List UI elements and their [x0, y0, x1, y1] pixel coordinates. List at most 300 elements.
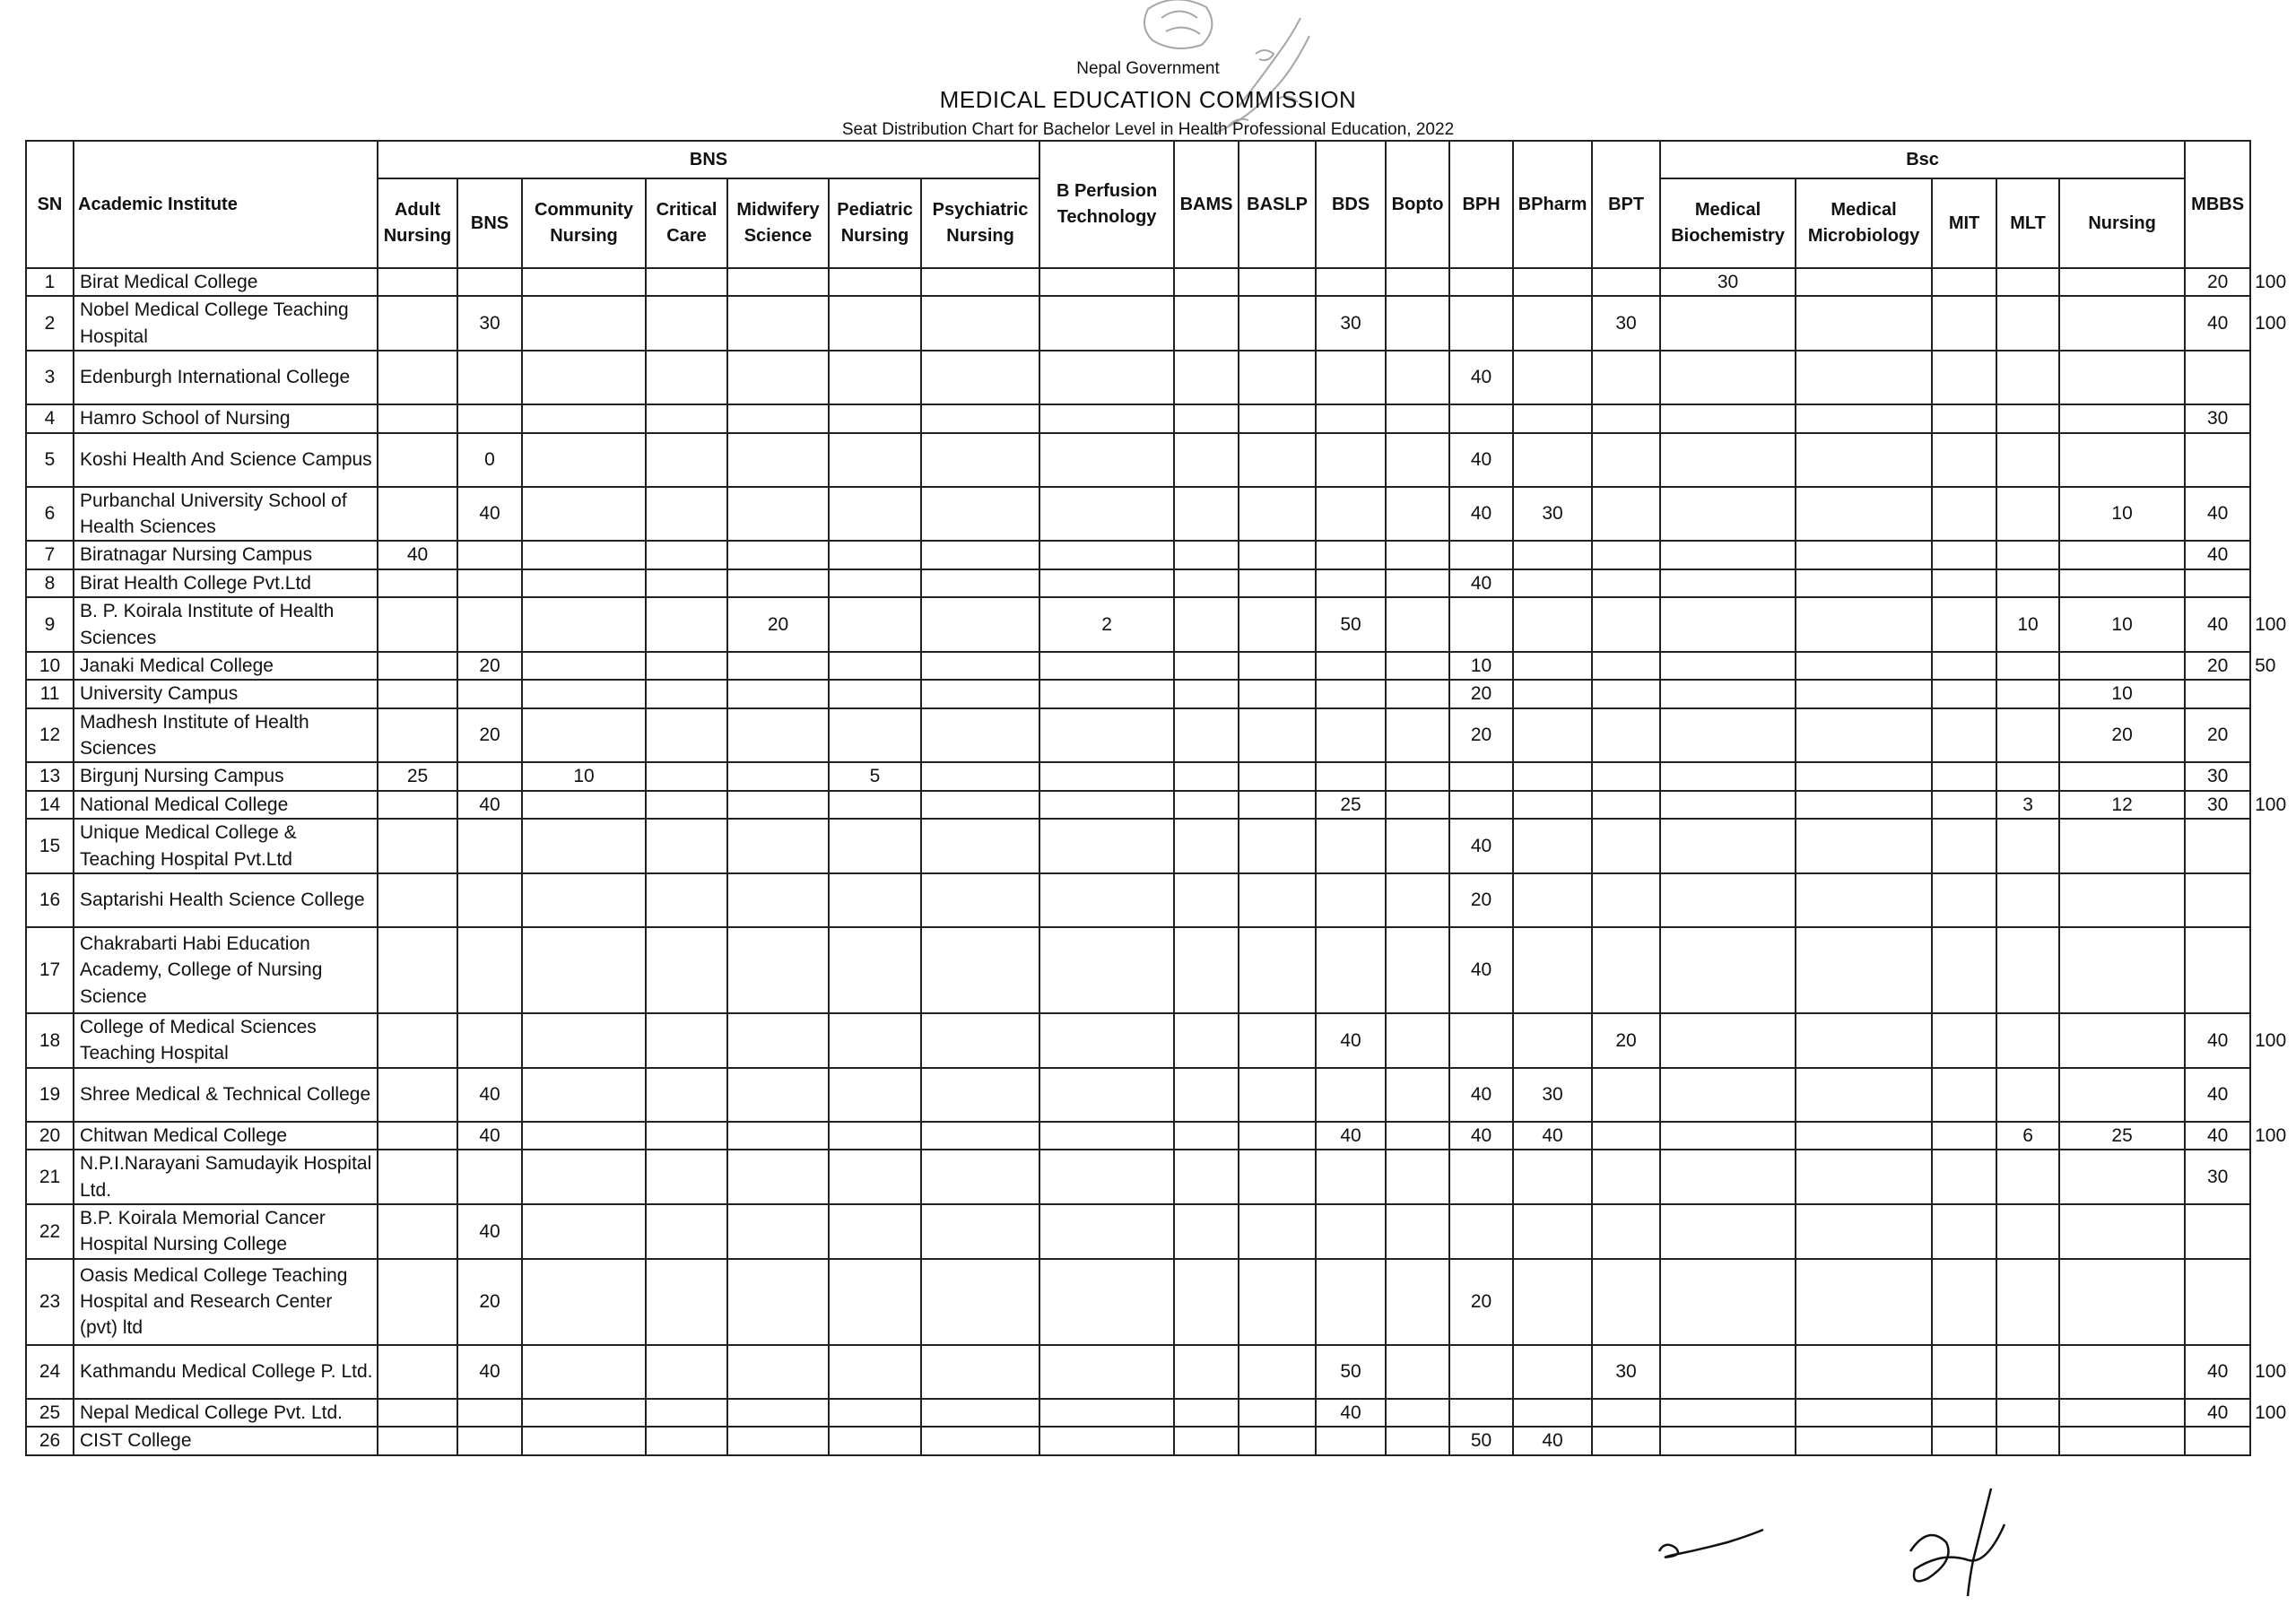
row-sn: 19	[26, 1068, 74, 1122]
seat-cell	[2059, 1259, 2185, 1345]
seat-cell	[1239, 1427, 1316, 1454]
seat-cell	[1996, 404, 2059, 432]
seat-cell: 40	[2185, 1068, 2250, 1122]
seat-cell	[1174, 873, 1239, 927]
seat-cell	[1592, 1399, 1660, 1427]
seat-cell: 20	[2185, 708, 2250, 763]
seat-cell	[1386, 268, 1449, 296]
table-row: 25 Nepal Medical College Pvt. Ltd. 40 40 100	[26, 1399, 2250, 1427]
seat-cell: 30	[1660, 268, 1796, 296]
seat-cell	[727, 351, 829, 404]
col-header: Medical Biochemistry	[1660, 178, 1796, 268]
seat-cell	[1996, 927, 2059, 1013]
seat-cell	[1039, 404, 1174, 432]
seat-cell	[1316, 680, 1386, 707]
seat-cell	[1660, 1013, 1796, 1068]
table-row	[26, 1259, 2250, 1345]
row-institute: Nepal Medical College Pvt. Ltd.	[74, 1399, 378, 1427]
seat-cell	[1316, 1427, 1386, 1454]
table-row	[26, 351, 2250, 404]
seat-cell	[1316, 1150, 1386, 1204]
seat-cell: 20	[2185, 652, 2250, 680]
seat-cell	[522, 351, 646, 404]
row-institute: University Campus	[74, 680, 378, 707]
seat-cell	[1660, 680, 1796, 707]
seat-cell	[1239, 708, 1316, 763]
row-institute: Chitwan Medical College	[74, 1122, 378, 1150]
seat-cell	[2059, 1013, 2185, 1068]
seat-cell	[921, 873, 1039, 927]
seat-cell	[2059, 296, 2185, 351]
seat-cell	[1513, 268, 1592, 296]
seat-cell	[1932, 433, 1996, 487]
seat-cell	[1386, 1068, 1449, 1122]
seat-cell	[1660, 351, 1796, 404]
seat-cell	[921, 652, 1039, 680]
row-sn: 14	[26, 791, 74, 819]
seat-cell	[829, 927, 921, 1013]
seat-cell: 40	[2185, 597, 2250, 652]
seat-cell: 30	[1592, 296, 1660, 351]
seat-cell	[921, 1259, 1039, 1345]
seat-cell	[2059, 652, 2185, 680]
seat-cell	[1386, 597, 1449, 652]
seat-cell	[1592, 1427, 1660, 1454]
seat-cell	[1592, 652, 1660, 680]
seat-cell	[1996, 351, 2059, 404]
seat-cell	[1996, 1013, 2059, 1068]
col-header: BNS	[457, 178, 522, 268]
seat-cell	[1796, 1259, 1932, 1345]
row-institute: Shree Medical & Technical College	[74, 1068, 378, 1122]
seat-cell	[1932, 1427, 1996, 1454]
seat-cell	[1660, 652, 1796, 680]
seat-cell	[1386, 708, 1449, 763]
seat-cell	[457, 541, 522, 568]
seat-cell	[1316, 708, 1386, 763]
row-sn: 23	[26, 1259, 74, 1345]
seat-cell	[1039, 791, 1174, 819]
seat-cell	[378, 680, 457, 707]
seat-cell	[1592, 791, 1660, 819]
seat-cell	[1174, 1013, 1239, 1068]
seat-cell	[1239, 433, 1316, 487]
seat-cell	[1796, 1345, 1932, 1399]
seat-cell	[1449, 268, 1513, 296]
seat-cell: 40	[1316, 1122, 1386, 1150]
seat-cell	[1039, 1150, 1174, 1204]
seat-cell	[829, 680, 921, 707]
seat-cell	[378, 819, 457, 873]
seat-cell	[1239, 1399, 1316, 1427]
seat-cell	[1796, 351, 1932, 404]
seat-cell	[1932, 927, 1996, 1013]
seat-cell	[1932, 819, 1996, 873]
table-row	[26, 873, 2250, 927]
seat-cell	[2185, 680, 2250, 707]
seat-cell	[378, 1399, 457, 1427]
seat-cell	[727, 927, 829, 1013]
seat-cell	[1592, 1122, 1660, 1150]
seat-cell	[1660, 1204, 1796, 1259]
table-row	[26, 708, 2250, 763]
seat-cell	[1796, 268, 1932, 296]
seat-cell	[1796, 873, 1932, 927]
table-row: 24 Kathmandu Medical College P. Ltd. 40 50 30 40 100	[26, 1345, 2250, 1399]
seat-cell	[1174, 351, 1239, 404]
seat-cell: 20	[1449, 708, 1513, 763]
seat-cell	[378, 1345, 457, 1399]
seat-cell	[1316, 433, 1386, 487]
seat-cell	[522, 791, 646, 819]
seat-cell	[1386, 1204, 1449, 1259]
seat-cell	[378, 1122, 457, 1150]
seat-cell	[1386, 1427, 1449, 1454]
row-institute: Madhesh Institute of Health Sciences	[74, 708, 378, 763]
seat-cell	[1239, 597, 1316, 652]
seat-cell	[378, 433, 457, 487]
seat-cell	[1386, 680, 1449, 707]
seat-cell	[921, 791, 1039, 819]
seat-cell	[378, 1259, 457, 1345]
seat-cell	[1660, 1122, 1796, 1150]
seat-cell	[457, 1427, 522, 1454]
seat-cell	[1239, 1259, 1316, 1345]
seat-cell	[1996, 708, 2059, 763]
bsc-group-header: Bsc	[1660, 141, 2185, 178]
row-sn: 3	[26, 351, 74, 404]
seat-cell	[1386, 433, 1449, 487]
seat-cell	[1796, 296, 1932, 351]
seat-cell	[921, 404, 1039, 432]
seat-cell	[1660, 873, 1796, 927]
seat-cell	[1660, 927, 1796, 1013]
seat-cell	[1386, 404, 1449, 432]
table-row	[26, 819, 2250, 873]
seat-cell	[646, 1259, 727, 1345]
seat-cell	[1174, 541, 1239, 568]
seat-cell	[2059, 404, 2185, 432]
seat-cell	[1174, 1068, 1239, 1122]
seat-cell	[1932, 1204, 1996, 1259]
seat-cell	[727, 1013, 829, 1068]
seat-cell	[921, 680, 1039, 707]
seat-cell	[1449, 1204, 1513, 1259]
seat-cell	[727, 296, 829, 351]
seat-cell	[457, 762, 522, 790]
seat-cell	[1316, 487, 1386, 542]
seat-cell	[1449, 1013, 1513, 1068]
seat-cell	[829, 1345, 921, 1399]
header-row-groups	[26, 141, 2250, 178]
seat-cell	[1386, 1150, 1449, 1204]
seat-cell	[727, 433, 829, 487]
table-row: 18 College of Medical Sciences Teaching Hospital 40 20 40 100	[26, 1013, 2250, 1068]
seat-cell	[829, 1068, 921, 1122]
seat-cell	[2185, 569, 2250, 597]
seat-cell	[1592, 351, 1660, 404]
seat-cell	[727, 652, 829, 680]
seat-cell	[829, 1013, 921, 1068]
seat-cell	[457, 1399, 522, 1427]
seat-cell	[1174, 680, 1239, 707]
seat-cell	[1932, 708, 1996, 763]
row-sn: 13	[26, 762, 74, 790]
col-header: BPT	[1592, 141, 1660, 268]
seat-cell	[1513, 1150, 1592, 1204]
seat-cell	[646, 927, 727, 1013]
commission-title: MEDICAL EDUCATION COMMISSION	[939, 86, 1357, 113]
seat-cell: 10	[2059, 597, 2185, 652]
row-institute: Purbanchal University School of Health Sciences	[74, 487, 378, 542]
seat-cell	[921, 708, 1039, 763]
seat-cell	[829, 597, 921, 652]
seat-cell	[727, 268, 829, 296]
table-row	[26, 569, 2250, 597]
seat-cell	[1239, 487, 1316, 542]
row-sn: 21	[26, 1150, 74, 1204]
row-institute: Biratnagar Nursing Campus	[74, 541, 378, 568]
seat-cell	[1660, 404, 1796, 432]
seat-cell	[1174, 268, 1239, 296]
seat-cell	[1996, 1427, 2059, 1454]
seat-cell	[1239, 927, 1316, 1013]
seat-cell	[646, 1427, 727, 1454]
seat-cell	[1174, 708, 1239, 763]
seat-cell	[522, 404, 646, 432]
seat-cell	[1932, 680, 1996, 707]
seat-cell	[646, 487, 727, 542]
seat-cell	[1316, 1204, 1386, 1259]
row-institute: Koshi Health And Science Campus	[74, 433, 378, 487]
seat-cell	[1996, 1399, 2059, 1427]
seat-cell	[1932, 1068, 1996, 1122]
seat-cell	[2185, 351, 2250, 404]
seat-cell	[522, 296, 646, 351]
seat-cell	[378, 597, 457, 652]
seat-cell: 25	[1316, 791, 1386, 819]
seat-cell	[1996, 541, 2059, 568]
seat-cell	[1996, 680, 2059, 707]
col-header: Critical Care	[646, 178, 727, 268]
seat-cell	[1796, 1399, 1932, 1427]
seat-cell	[457, 1013, 522, 1068]
seat-cell	[378, 351, 457, 404]
seat-cell	[1796, 597, 1932, 652]
col-header: BASLP	[1239, 141, 1316, 268]
seat-cell	[2059, 1345, 2185, 1399]
seat-cell	[1174, 487, 1239, 542]
seat-cell: 40	[457, 1345, 522, 1399]
row-institute: Hamro School of Nursing	[74, 404, 378, 432]
table-row	[26, 680, 2250, 707]
seat-cell	[646, 819, 727, 873]
seat-cell	[378, 873, 457, 927]
seat-cell	[1449, 404, 1513, 432]
seat-cell	[921, 1427, 1039, 1454]
row-sn: 20	[26, 1122, 74, 1150]
seat-cell	[1796, 1122, 1932, 1150]
seat-cell	[1660, 1150, 1796, 1204]
seat-cell: 10	[522, 762, 646, 790]
seat-cell	[646, 569, 727, 597]
seat-cell	[1996, 1204, 2059, 1259]
seat-cell	[1796, 819, 1932, 873]
seat-cell	[921, 927, 1039, 1013]
seat-cell	[1039, 1259, 1174, 1345]
seat-cell	[1386, 873, 1449, 927]
seat-cell	[727, 708, 829, 763]
seat-cell	[378, 487, 457, 542]
seat-cell	[1660, 1427, 1796, 1454]
seat-cell	[1386, 351, 1449, 404]
seat-cell	[727, 487, 829, 542]
seat-cell	[1513, 1013, 1592, 1068]
seat-cell	[1996, 873, 2059, 927]
col-header: Nursing	[2059, 178, 2185, 268]
row-institute: Chakrabarti Habi Education Academy, College of Nursing Science	[74, 927, 378, 1013]
seat-cell	[1996, 268, 2059, 296]
seat-cell: 20	[2059, 708, 2185, 763]
seat-cell	[2185, 819, 2250, 873]
seat-cell	[1039, 652, 1174, 680]
seat-cell	[2185, 1259, 2250, 1345]
seat-cell	[1386, 819, 1449, 873]
seat-cell	[829, 569, 921, 597]
seat-cell: 20	[457, 1259, 522, 1345]
row-institute: Birgunj Nursing Campus	[74, 762, 378, 790]
seat-cell	[1239, 268, 1316, 296]
seat-cell	[1239, 819, 1316, 873]
seat-cell	[1449, 296, 1513, 351]
row-sn: 18	[26, 1013, 74, 1068]
seat-cell	[646, 296, 727, 351]
seat-cell	[378, 404, 457, 432]
seat-cell	[1386, 541, 1449, 568]
seat-cell	[1039, 680, 1174, 707]
seat-cell	[522, 708, 646, 763]
seat-cell	[921, 541, 1039, 568]
seat-cell	[1592, 1204, 1660, 1259]
seat-cell: 30	[2185, 1150, 2250, 1204]
seat-cell	[646, 708, 727, 763]
seat-cell	[727, 1427, 829, 1454]
seat-cell	[1513, 1345, 1592, 1399]
seat-cell	[1239, 680, 1316, 707]
government-name: Nepal Government	[1076, 59, 1220, 78]
seat-cell	[1592, 873, 1660, 927]
seat-cell	[1660, 708, 1796, 763]
row-institute: Unique Medical College & Teaching Hospital Pvt.Ltd	[74, 819, 378, 873]
seat-cell	[727, 404, 829, 432]
seat-cell	[1386, 1399, 1449, 1427]
seat-cell: 40	[1316, 1399, 1386, 1427]
seat-cell	[378, 708, 457, 763]
seat-cell	[646, 1204, 727, 1259]
seat-cell	[1513, 680, 1592, 707]
col-header: MLT	[1996, 178, 2059, 268]
seat-cell	[1660, 487, 1796, 542]
col-header: BPH	[1449, 141, 1513, 268]
seat-cell	[646, 791, 727, 819]
seat-cell	[2059, 1204, 2185, 1259]
seat-cell	[2059, 569, 2185, 597]
seat-cell: 40	[1449, 927, 1513, 1013]
seat-cell	[1513, 1204, 1592, 1259]
seat-cell: 3	[1996, 791, 2059, 819]
seat-cell	[727, 1399, 829, 1427]
seat-cell	[1996, 1150, 2059, 1204]
seat-cell	[522, 873, 646, 927]
table-row: 9 B. P. Koirala Institute of Health Sciences 20 2 50 10 10 40 100	[26, 597, 2250, 652]
row-sn: 4	[26, 404, 74, 432]
seat-cell	[1932, 762, 1996, 790]
seat-cell	[646, 597, 727, 652]
seat-cell: 30	[2185, 791, 2250, 819]
seat-cell	[1592, 268, 1660, 296]
seat-cell	[1796, 1427, 1932, 1454]
row-institute: Birat Health College Pvt.Ltd	[74, 569, 378, 597]
seat-cell	[1449, 1345, 1513, 1399]
seat-cell	[522, 1068, 646, 1122]
seat-cell	[522, 680, 646, 707]
seat-cell	[921, 351, 1039, 404]
seat-cell	[646, 873, 727, 927]
seat-cell	[2185, 1204, 2250, 1259]
seat-cell	[1039, 1068, 1174, 1122]
seat-cell	[646, 351, 727, 404]
seat-cell	[1996, 1345, 2059, 1399]
seat-cell: 40	[1449, 433, 1513, 487]
col-header: Community Nursing	[522, 178, 646, 268]
row-sn: 22	[26, 1204, 74, 1259]
seat-cell	[921, 433, 1039, 487]
seat-cell: 40	[457, 1204, 522, 1259]
seat-cell: 0	[457, 433, 522, 487]
seat-cell	[1996, 433, 2059, 487]
seat-cell	[2185, 873, 2250, 927]
seat-cell	[1513, 927, 1592, 1013]
seat-cell	[921, 762, 1039, 790]
seat-cell: 40	[1449, 819, 1513, 873]
seat-cell	[829, 791, 921, 819]
seat-cell	[1796, 1013, 1932, 1068]
seat-cell: 40	[1449, 487, 1513, 542]
seat-cell: 12	[2059, 791, 2185, 819]
seat-cell	[1796, 1204, 1932, 1259]
seat-cell	[1174, 762, 1239, 790]
seat-cell: 40	[457, 487, 522, 542]
seat-cell	[378, 569, 457, 597]
bns-group-header: BNS	[378, 141, 1039, 178]
seat-cell	[1174, 1150, 1239, 1204]
seat-cell	[457, 351, 522, 404]
seat-cell	[1513, 433, 1592, 487]
seat-cell	[1174, 791, 1239, 819]
seat-cell	[829, 1204, 921, 1259]
seat-cell	[1386, 791, 1449, 819]
seat-cell	[646, 652, 727, 680]
seat-cell	[1592, 1259, 1660, 1345]
seat-cell: 20	[2185, 268, 2250, 296]
table-row	[26, 1150, 2250, 1204]
row-institute: Kathmandu Medical College P. Ltd.	[74, 1345, 378, 1399]
seat-cell: 40	[1449, 1122, 1513, 1150]
seat-cell	[921, 268, 1039, 296]
seat-cell	[646, 433, 727, 487]
seat-cell	[829, 541, 921, 568]
seat-cell	[1660, 597, 1796, 652]
